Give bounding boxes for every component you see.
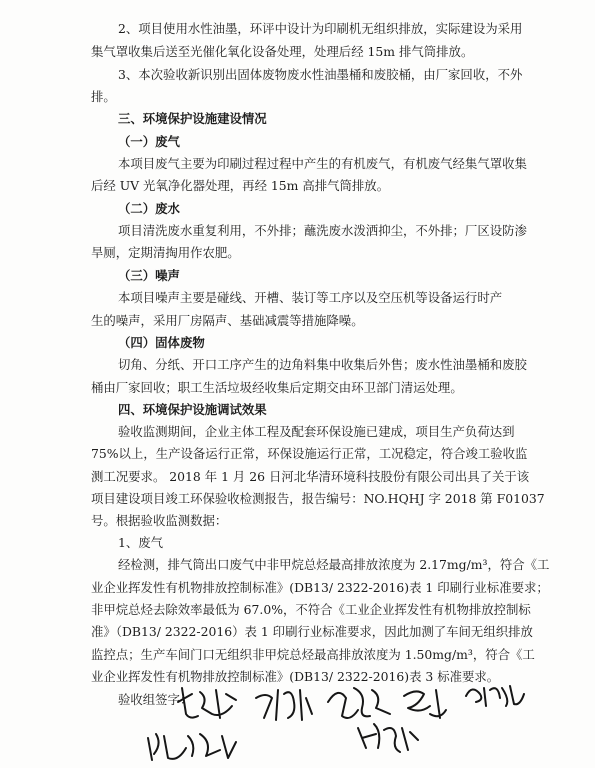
subsection-heading: （二）废水 [118, 201, 180, 216]
subsection-heading: （四）固体废物 [118, 335, 205, 350]
signature-stroke [466, 686, 524, 706]
body-text-line: 业企业挥发性有机物排放控制标准》(DB13/ 2322-2016)表 3 标准要求。 [91, 669, 500, 684]
body-text-line: 后经 UV 光氧净化器处理，再经 15m 高排气筒排放。 [91, 178, 390, 193]
body-text-line: 业企业挥发性有机物排放控制标准》(DB13/ 2322-2016)表 1 印刷行业标准要求； [91, 580, 549, 595]
signature-area [0, 684, 595, 770]
body-text-line: 项目清洗废水重复利用，不外排；蘸洗废水泼洒抑尘，不外排；厂区设防渗 [118, 223, 527, 238]
body-text-line: 号。根据验收监测数据： [91, 513, 228, 528]
signature-stroke [256, 690, 312, 720]
handwritten-signature-2 [252, 684, 314, 724]
subsection-heading: （一）废气 [118, 134, 180, 149]
body-text-line: 2、项目使用水性油墨，环评中设计为印刷机无组织排放，实际建设为采用 [118, 21, 523, 36]
signature-stroke [358, 724, 418, 752]
subsection-heading: （三）噪声 [118, 268, 180, 283]
handwritten-signature-7 [352, 718, 422, 758]
body-text-line: 排。 [91, 89, 116, 104]
body-text-line: 集气罩收集后送至光催化氧化设备处理，处理后经 15m 排气筒排放。 [91, 44, 474, 59]
signature-stroke [328, 688, 390, 718]
handwritten-signature-5 [462, 680, 528, 710]
body-text-line: 本项目噪声主要是碰线、开槽、装订等工序以及空压机等设备运行时产 [118, 290, 503, 305]
signature-stroke [178, 688, 236, 718]
body-text-line: 项目建设项目竣工环保验收检测报告，报告编号：NO.HQHJ 字 2018 第 F01037 [91, 491, 545, 506]
body-text-line: 本项目废气主要为印刷过程过程中产生的有机废气，有机废气经集气罩收集 [118, 156, 527, 171]
subsection-heading: 1、废气 [118, 535, 164, 550]
body-text-line: 验收监测期间，企业主体工程及配套环保设施已建成，项目生产负荷达到 [118, 424, 515, 439]
body-text-line: 非甲烷总烃去除效率最低为 67.0%，不符合《工业企业挥发性有机物排放控制标 [91, 602, 531, 617]
signature-stroke [148, 734, 236, 760]
body-text-line: 切角、分纸、开口工序产生的边角料集中收集后外售；废水性油墨桶和废胶 [118, 357, 527, 372]
signature-stroke [404, 690, 446, 718]
body-text-line: 3、本次验收新识别出固体废物废水性油墨桶和废胶桶，由厂家回收，不外 [118, 67, 523, 82]
body-text-line: 经检测，排气筒出口废气中非甲烷总烃最高排放浓度为 2.17mg/m³，符合《工 [118, 557, 550, 572]
body-text-line: 准》（DB13/ 2322-2016）表 1 印刷行业标准要求，因此加测了车间无组织排放 [91, 624, 533, 639]
section-heading: 三、环境保护设施建设情况 [118, 111, 267, 126]
body-text-line: 75%以上，生产设备运行正常，环保设施运行正常，工况稳定，符合竣工验收监 [91, 446, 528, 461]
body-text-line: 旱厕，定期清掏用作农肥。 [91, 245, 240, 260]
body-text-line: 生的噪声，采用厂房隔声、基础减震等措施降噪。 [91, 313, 364, 328]
body-text-line: 测工况要求。 2018 年 1 月 26 日河北华清环境科技股份有限公司出具了关于该 [91, 469, 530, 484]
handwritten-signature-6 [142, 728, 242, 764]
handwritten-signature-1 [172, 684, 242, 724]
signature-label: 验收组签字： [118, 692, 193, 707]
section-heading: 四、环境保护设施调试效果 [118, 402, 267, 417]
body-text-line: 桶由厂家回收；职工生活垃圾经收集后定期交由环卫部门清运处理。 [91, 380, 463, 395]
body-text-line: 监控点；生产车间门口无组织非甲烷总烃最高排放浓度为 1.50mg/m³，符合《工 [91, 647, 535, 662]
